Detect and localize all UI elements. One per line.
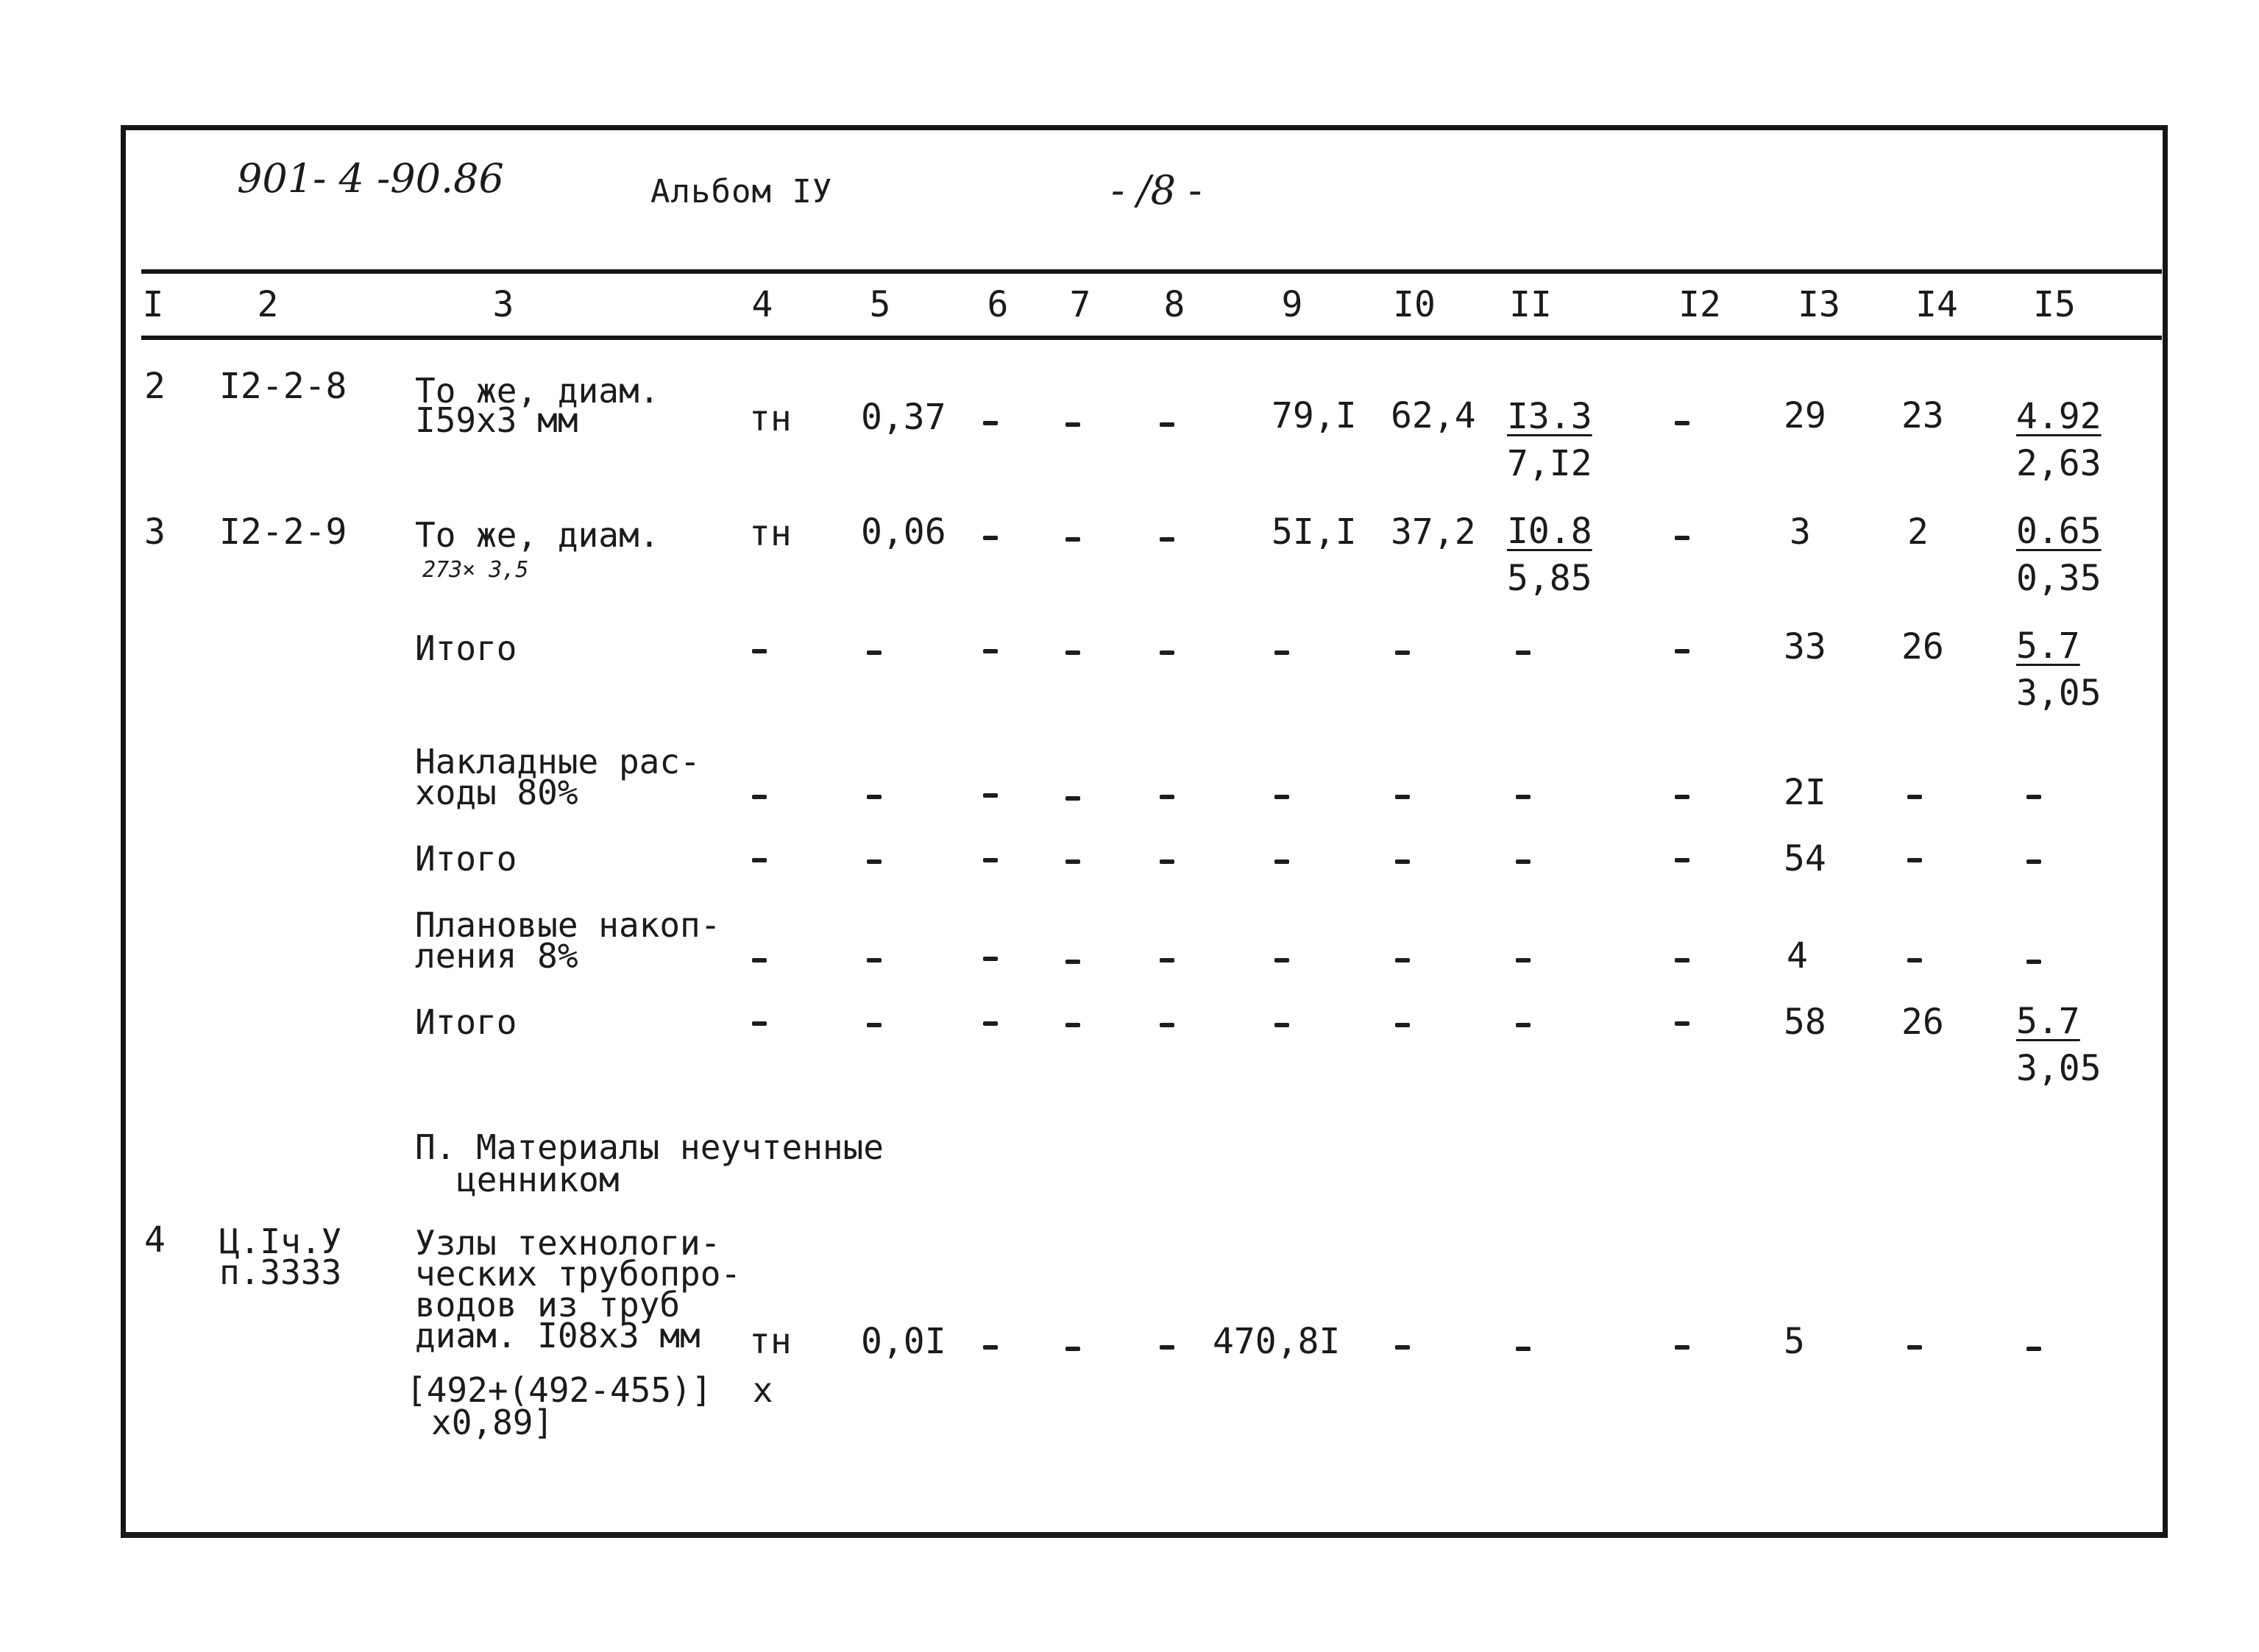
- dash: [867, 795, 882, 799]
- dash: [752, 649, 767, 653]
- col14-value: 26: [1901, 1002, 1944, 1043]
- dash: [1065, 960, 1080, 964]
- col11-fraction: [1507, 393, 1592, 487]
- subtotal-label: Итого: [415, 839, 517, 879]
- dash: [2026, 1347, 2041, 1351]
- dash: [1160, 422, 1174, 427]
- dash: [1160, 1345, 1174, 1350]
- dash: [1675, 421, 1689, 425]
- dash: [983, 957, 998, 961]
- dash: [1516, 1023, 1531, 1027]
- item-description: ческих трубопро-: [415, 1254, 742, 1294]
- fraction-bottom: 2,63: [2016, 443, 2102, 484]
- dash: [867, 650, 882, 655]
- dash: [2026, 859, 2041, 864]
- column-header: 6: [987, 284, 1009, 325]
- dash: [1395, 1023, 1410, 1027]
- dash: [1274, 958, 1289, 963]
- dash: [1516, 958, 1531, 963]
- col11-fraction: [1507, 508, 1592, 602]
- item-description: Узлы технологи-: [415, 1223, 721, 1263]
- column-header: I4: [1915, 284, 1958, 325]
- col13-value: 58: [1784, 1002, 1826, 1043]
- dash: [2026, 960, 2041, 964]
- col15-fraction: [2016, 998, 2102, 1092]
- dash: [1395, 650, 1410, 655]
- unit: тн: [749, 513, 792, 554]
- item-description: То же, диам.: [415, 515, 660, 555]
- dash: [752, 858, 767, 862]
- col13-value: 2I: [1784, 772, 1826, 813]
- dash: [1675, 795, 1689, 799]
- dash: [1675, 1345, 1689, 1350]
- fraction-top: I3.3: [1507, 396, 1592, 437]
- fraction-top: 5.7: [2016, 1001, 2080, 1042]
- col13-value: 29: [1784, 395, 1826, 436]
- dash: [1160, 537, 1174, 542]
- dash: [1160, 795, 1174, 799]
- overhead-label: Накладные рас-: [415, 742, 701, 781]
- dash: [2026, 795, 2041, 799]
- column-header: I3: [1798, 284, 1840, 325]
- column-header: I2: [1678, 284, 1721, 325]
- dash: [1274, 795, 1289, 799]
- fraction-bottom: 0,35: [2016, 558, 2102, 599]
- section-heading: П. Материалы неучтенные: [415, 1127, 884, 1167]
- column-header: I0: [1393, 284, 1436, 325]
- price-code: п.3333: [219, 1252, 342, 1292]
- column-header: 2: [257, 284, 279, 325]
- column-header: II: [1509, 284, 1552, 325]
- fraction-top: 0.65: [2016, 511, 2102, 552]
- dash: [752, 795, 767, 799]
- fraction-bottom: 3,05: [2016, 673, 2102, 714]
- subtotal-label: Итого: [415, 628, 517, 668]
- column-header: 3: [492, 284, 514, 325]
- row-number: 3: [144, 511, 166, 553]
- dash: [1274, 650, 1289, 655]
- dash: [1675, 958, 1689, 963]
- dash: [1160, 1023, 1174, 1027]
- dash: [1907, 858, 1922, 862]
- page-number: - /8 -: [1111, 167, 1202, 213]
- dash: [1907, 1345, 1922, 1350]
- item-description: водов из труб: [415, 1285, 681, 1325]
- price-formula: x0,89]: [431, 1403, 554, 1442]
- dash: [983, 649, 998, 653]
- section-heading: ценником: [456, 1160, 620, 1199]
- dash: [1065, 1023, 1080, 1027]
- column-header: 4: [751, 284, 773, 325]
- dash: [1675, 536, 1689, 540]
- item-description: диам. I08x3 мм: [415, 1316, 701, 1355]
- dash: [1160, 859, 1174, 864]
- col10-value: 37,2: [1391, 511, 1476, 553]
- dash: [983, 536, 998, 540]
- fraction-bottom: 5,85: [1507, 558, 1592, 599]
- dash: [1675, 649, 1689, 653]
- dash: [1065, 796, 1080, 801]
- dash: [1065, 1347, 1080, 1351]
- dash: [867, 958, 882, 963]
- column-header: 5: [869, 284, 891, 325]
- dash: [1395, 958, 1410, 963]
- col15-fraction: [2016, 623, 2102, 717]
- col14-value: 23: [1901, 395, 1944, 436]
- fraction-top: I0.8: [1507, 511, 1592, 552]
- price-code: I2-2-8: [219, 366, 347, 407]
- dash: [752, 958, 767, 963]
- dash: [1907, 958, 1922, 963]
- col14-value: 2: [1907, 511, 1929, 553]
- dash: [1516, 795, 1531, 799]
- dash: [1516, 859, 1531, 864]
- column-header: I5: [2033, 284, 2076, 325]
- header-rule-top: [141, 269, 2162, 274]
- dash: [1516, 650, 1531, 655]
- dash: [1160, 650, 1174, 655]
- dash: [1274, 859, 1289, 864]
- item-description: I59x3 мм: [415, 400, 578, 440]
- dash: [983, 793, 998, 798]
- dash: [1516, 1347, 1531, 1351]
- price-code: I2-2-9: [219, 511, 347, 553]
- col13-value: 54: [1784, 838, 1826, 879]
- dash: [1065, 859, 1080, 864]
- col15-fraction: [2016, 508, 2102, 602]
- dash: [867, 859, 882, 864]
- col13-value: 3: [1790, 511, 1811, 553]
- item-description: То же, диам.: [415, 371, 660, 411]
- fraction-top: 4.92: [2016, 396, 2102, 437]
- col9-value: 5I,I: [1272, 511, 1357, 553]
- overhead-label: ходы 80%: [415, 773, 578, 812]
- fraction-bottom: 7,I2: [1507, 443, 1592, 484]
- dash: [1395, 1345, 1410, 1350]
- dash: [1065, 650, 1080, 655]
- dash: [1675, 1021, 1689, 1026]
- dash: [1160, 958, 1174, 963]
- unit: тн: [749, 1321, 792, 1362]
- column-header: 8: [1163, 284, 1185, 325]
- unit: тн: [749, 398, 792, 439]
- document-code: 901- 4 -90.86: [237, 155, 504, 202]
- fraction-bottom: 3,05: [2016, 1048, 2102, 1089]
- item-description-handwritten: 273× 3,5: [422, 557, 529, 583]
- album-label: Альбом IУ: [650, 173, 833, 210]
- dash: [983, 858, 998, 862]
- column-header: I: [142, 284, 164, 325]
- dash: [1395, 795, 1410, 799]
- col10-value: 62,4: [1391, 395, 1476, 436]
- row-number: 4: [144, 1219, 166, 1261]
- planned-label: Плановые накоп-: [415, 905, 721, 945]
- dash: [1065, 422, 1080, 427]
- dash: [983, 1021, 998, 1026]
- col13-value: 33: [1784, 626, 1826, 667]
- dash: [1274, 1023, 1289, 1027]
- col13-value: 4: [1787, 935, 1808, 976]
- column-header: 9: [1281, 284, 1303, 325]
- col13-value: 5: [1784, 1321, 1805, 1362]
- col14-value: 26: [1901, 626, 1944, 667]
- fraction-top: 5.7: [2016, 625, 2080, 667]
- dash: [983, 421, 998, 425]
- dash: [983, 1345, 998, 1350]
- quantity: 0,0I: [861, 1321, 946, 1362]
- dash: [1675, 858, 1689, 862]
- row-number: 2: [144, 366, 166, 407]
- col9-value: 79,I: [1272, 395, 1357, 436]
- dash: [1065, 537, 1080, 542]
- quantity: 0,37: [861, 397, 946, 438]
- dash: [752, 1021, 767, 1026]
- subtotal-label: Итого: [415, 1002, 517, 1042]
- quantity: 0,06: [861, 511, 946, 553]
- col15-fraction: [2016, 393, 2102, 487]
- price-formula: [492+(492-455)] x: [406, 1370, 773, 1410]
- planned-label: ления 8%: [415, 936, 578, 976]
- dash: [867, 1023, 882, 1027]
- header-rule-bottom: [141, 336, 2162, 340]
- price-code: Ц.Iч.У: [219, 1222, 342, 1261]
- column-header: 7: [1069, 284, 1091, 325]
- col9-value: 470,8I: [1213, 1321, 1341, 1362]
- dash: [1395, 859, 1410, 864]
- dash: [1907, 795, 1922, 799]
